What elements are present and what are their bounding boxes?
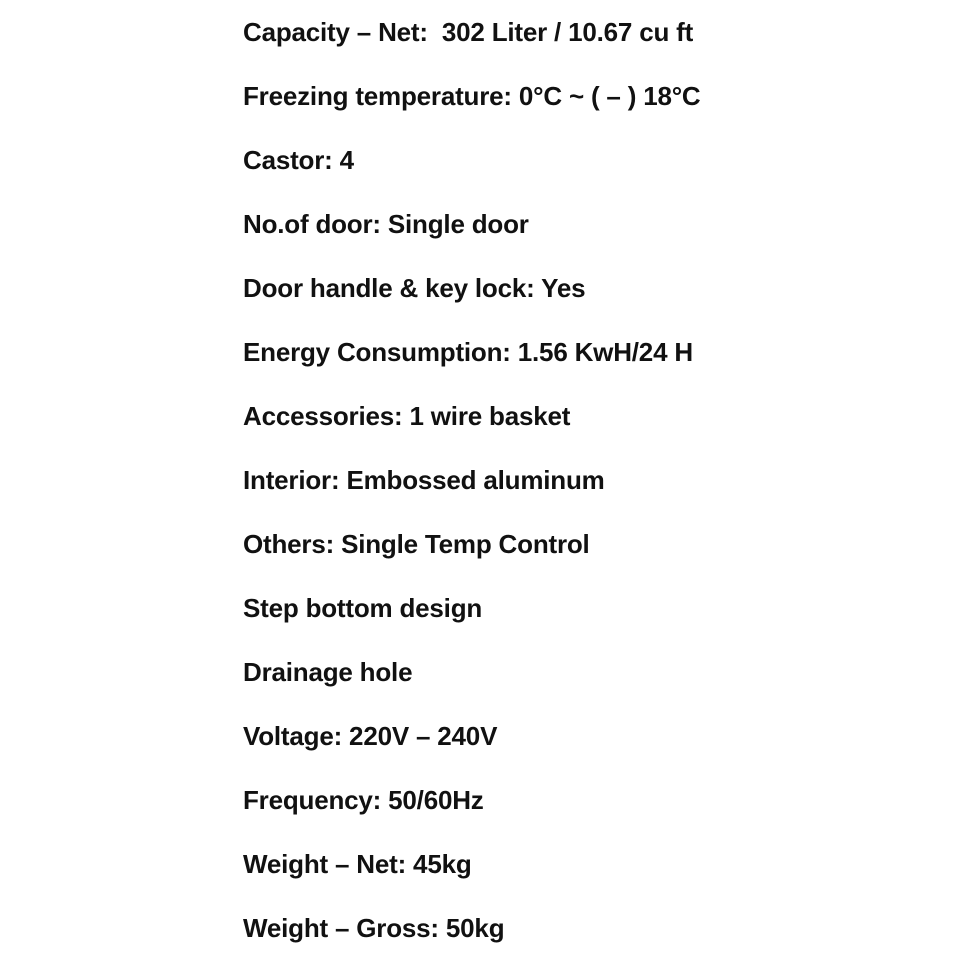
spec-energy-consumption: Energy Consumption: 1.56 KwH/24 H (243, 337, 693, 367)
spec-weight-gross: Weight – Gross: 50kg (243, 913, 505, 943)
spec-door-handle-lock: Door handle & key lock: Yes (243, 273, 586, 303)
spec-step-bottom: Step bottom design (243, 593, 483, 623)
spec-accessories: Accessories: 1 wire basket (243, 401, 571, 431)
spec-number-of-doors: No.of door: Single door (243, 209, 529, 239)
spec-drainage-hole: Drainage hole (243, 657, 413, 687)
spec-capacity: Capacity – Net: 302 Liter / 10.67 cu ft (243, 17, 694, 47)
spec-list (243, 13, 701, 973)
spec-weight-net: Weight – Net: 45kg (243, 849, 472, 879)
spec-castor: Castor: 4 (243, 145, 354, 175)
spec-voltage: Voltage: 220V – 240V (243, 721, 498, 751)
spec-others: Others: Single Temp Control (243, 529, 590, 559)
spec-freezing-temperature: Freezing temperature: 0°C ~ ( – ) 18°C (243, 81, 701, 111)
spec-frequency: Frequency: 50/60Hz (243, 785, 484, 815)
spec-interior: Interior: Embossed aluminum (243, 465, 605, 495)
